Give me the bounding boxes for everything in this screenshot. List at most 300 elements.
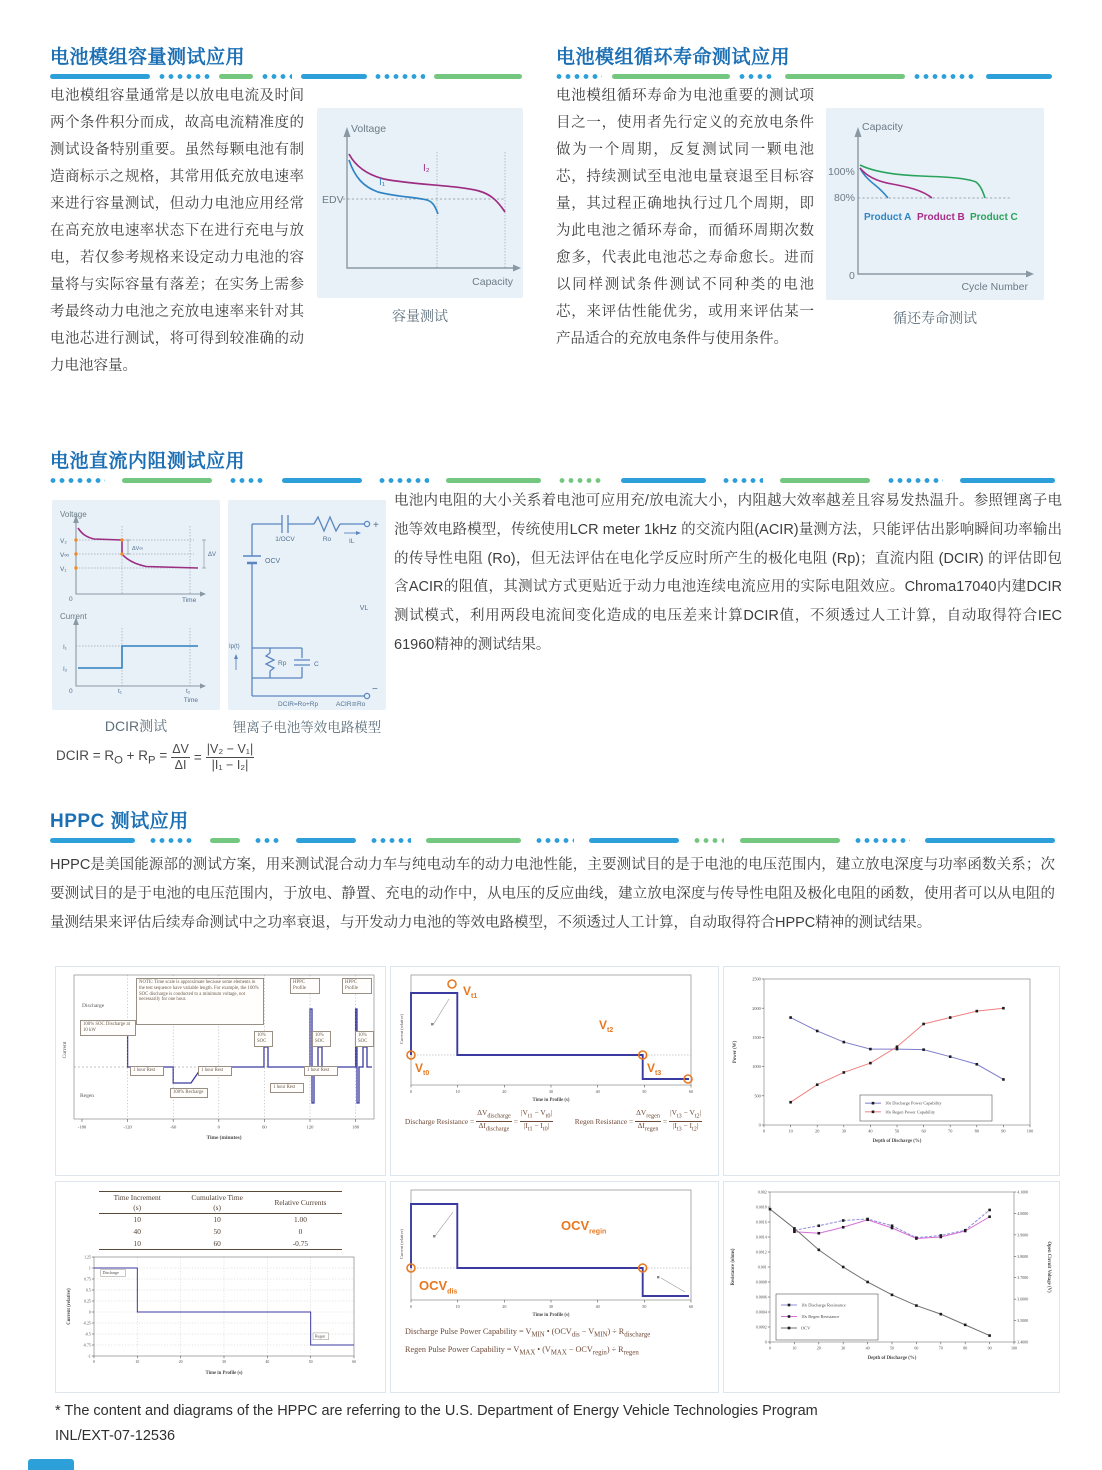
negative-terminal [364, 693, 369, 698]
y-axis-label: Current (relative) [399, 1014, 404, 1044]
series-capacitor [282, 515, 288, 533]
i1-label: I₁ [63, 644, 67, 651]
divider-segment [50, 478, 105, 483]
voltage-time-label: Time [182, 597, 197, 604]
discharge-resistance-formula: Discharge Resistance = $\Delta V_{discharge}$ $\Delta I_{discharge}$ = $\frac{|V_{t1} - V_{t0}|}{|I_{t1} - I_{t0}|}$ [404, 1108, 552, 1133]
formula-lhs: DCIR = $R_O + R_P$ = [56, 748, 168, 767]
v2-label: V₂ [60, 538, 67, 545]
current-axes [76, 624, 200, 686]
svg-text:20: 20 [502, 1304, 507, 1309]
y-arrow [855, 127, 862, 137]
equals: = [193, 750, 202, 765]
svg-text:3.7000: 3.7000 [1017, 1275, 1029, 1281]
svg-text:60: 60 [688, 1089, 694, 1094]
current-time-label: Time [183, 697, 198, 704]
section-divider [50, 74, 522, 79]
cycle-section-title: 电池模组循环寿命测试应用 [556, 47, 791, 68]
svg-text:1500: 1500 [752, 1035, 761, 1041]
svg-text:3.8000: 3.8000 [1017, 1253, 1029, 1259]
divider-segment [375, 74, 425, 79]
svg-text:0: 0 [769, 1345, 771, 1351]
dcir-formula [56, 742, 258, 773]
hppc-resistance-chart-box [723, 1181, 1060, 1393]
svg-text:4.0000: 4.0000 [1017, 1210, 1029, 1216]
time-dashed-upper [122, 526, 190, 594]
svg-text:100: 100 [1026, 1128, 1034, 1134]
divider-segment [556, 74, 602, 79]
svg-text:60: 60 [921, 1128, 926, 1134]
note-box: NOTE: Time scale is approximate because some elements in the test sequence have variable length. For example, the 100% SOC discharge is conducted to a minimum voltage, not necessarily for one hour. [136, 978, 264, 1025]
section-divider [50, 838, 1055, 843]
annotation-marker [433, 1235, 435, 1237]
step-top-dot [120, 538, 123, 541]
svg-text:Open Circuit Voltage (V): Open Circuit Voltage (V) [1046, 1241, 1051, 1293]
footnote-line1: * The content and diagrams of the HPPC are referring to the U.S. Department of Energy Vehicle Technologies Program [55, 1403, 818, 1419]
divider-segment [210, 838, 240, 843]
soc10-box: 10% SOC [254, 1031, 273, 1047]
svg-text:70: 70 [938, 1345, 943, 1351]
svg-text:0: 0 [758, 1122, 761, 1128]
v1-label: V₁ [60, 566, 67, 573]
svg-text:50: 50 [642, 1089, 647, 1094]
hppc-ocv-pulse-chart [391, 1182, 718, 1320]
regen-region-label: Regen [80, 1093, 95, 1099]
y-axis-label: Capacity [862, 121, 903, 133]
y-axis-label: Voltage [351, 123, 387, 135]
cycle-chart-panel [826, 108, 1044, 300]
power-vs-dod-chart [724, 967, 1059, 1173]
pct80-label: 80% [834, 192, 856, 204]
svg-text:0: 0 [762, 1128, 766, 1134]
hppc-body-text: HPPC是美国能源部的测试方案，用来测试混合动力车与纯电动车的动力电池性能，主要测试目的是于电池的电压范围内，建立放电深度与功率函数关系；次要测试目的是于电池的电压范围内，于放电、静置、充电的动作中，从电压的反应曲线，建立放电深度与传导性电阻及极化电阻的函数，使用者可以从电阻的量测结果来评估后续寿命测试中之功率衰退，与开发动力电池的等效电路模型，不须透过人工计算，自动取得符合HPPC精神的测试结果。 [50, 857, 1055, 931]
svg-text:30: 30 [222, 1360, 226, 1365]
svg-text:-60: -60 [170, 1124, 177, 1130]
svg-text:40: 40 [265, 1360, 270, 1365]
relative-current-profile-chart [56, 1252, 385, 1386]
svg-text:0.0018: 0.0018 [755, 1204, 767, 1210]
current-axis-label: Current [62, 1041, 68, 1059]
svg-text:30: 30 [841, 1345, 846, 1351]
svg-text:40: 40 [868, 1128, 873, 1134]
svg-text:10s Discharge Power Capability: 10s Discharge Power Capability [885, 1100, 942, 1106]
divider-segment [50, 74, 150, 79]
dv-inf-label: ΔV∞ [132, 546, 144, 552]
divider-segment [723, 478, 763, 483]
divider-segment [426, 838, 521, 843]
edv-label: EDV [322, 194, 344, 206]
table-row: 40 50 0 [133, 1226, 303, 1236]
vt2-label: $V_{t2}$ [599, 1018, 614, 1034]
svg-text:Depth of Discharge (%): Depth of Discharge (%) [872, 1139, 922, 1144]
svg-text:20: 20 [502, 1089, 507, 1094]
svg-text:40: 40 [595, 1089, 600, 1094]
discharge-pulse-power-formula: Discharge Pulse Power Capability = $V_{MIN}$ • $(OCV_{dis} - V_{MIN}) \div R_{discharge}$ [405, 1327, 651, 1339]
divider-segment [986, 74, 1052, 79]
current-x-arrow [200, 683, 206, 688]
divider-segment [371, 838, 411, 843]
v2-dot [74, 538, 77, 541]
svg-text:0: 0 [88, 1310, 91, 1315]
ipt-label: Ip(t) [229, 644, 240, 650]
svg-text:0.0006: 0.0006 [755, 1294, 767, 1300]
capacity-chart-caption: 容量测试 [392, 308, 448, 324]
capacity-test-chart [317, 108, 523, 298]
divider-segment [219, 74, 253, 79]
svg-text:-0.75: -0.75 [82, 1343, 91, 1348]
annotation-marker [657, 1276, 659, 1278]
divider-segment [379, 478, 429, 483]
cycle-body-text: 电池模组循环寿命为电池重要的测试项目之一，使用者先行定义的充放电条件做为一个周期，反复测试同一颗电池芯，持续测试至电池电量衰退至目标容量，其过程正确地执行过几个周期，即为此电池之循环寿命，而循环周期次数愈多，代表此电池芯之寿命愈长。进而以同样测试条件测试不同种类的电池芯，来评估性能优劣，或用来评估某一产品适合的充放电条件与使用条件。 [556, 88, 814, 347]
recharge-box: 100% Recharge [170, 1088, 208, 1098]
svg-text:30: 30 [841, 1128, 846, 1134]
svg-text:3.6000: 3.6000 [1017, 1296, 1029, 1302]
svg-text:0.0004: 0.0004 [755, 1309, 767, 1315]
soc10-box: 10% SOC [312, 1031, 331, 1047]
pulse-power-formulas [391, 1320, 718, 1361]
svg-text:0.001: 0.001 [757, 1264, 767, 1270]
i1-label: I₁ [379, 177, 386, 188]
svg-text:60: 60 [262, 1124, 267, 1130]
hppc-sequence-chart [56, 967, 385, 1145]
soc-discharge-box: 100% SOC Discharge at 10 kW [80, 1020, 136, 1036]
origin-label: 0 [849, 270, 855, 282]
axes [858, 136, 1026, 274]
divider-segment [150, 838, 195, 843]
divider-segment [434, 74, 522, 79]
svg-text:Power (W): Power (W) [733, 1040, 738, 1064]
divider-segment [785, 74, 905, 79]
value-fraction: $\frac{\text{|V₂ − V₁|}}{\text{|I₁ − I₂|}}$ [206, 742, 254, 772]
x-arrow [1026, 271, 1034, 278]
svg-text:4.1000: 4.1000 [1017, 1189, 1029, 1195]
svg-text:0: 0 [409, 1304, 413, 1309]
rc-taps [252, 648, 302, 678]
divider-segment [612, 74, 730, 79]
positive-terminal [364, 521, 369, 526]
hppc-sequence-chart-box [55, 966, 386, 1176]
divider-segment [621, 478, 706, 483]
svg-text:3.9000: 3.9000 [1017, 1232, 1029, 1238]
svg-text:50: 50 [894, 1128, 900, 1134]
svg-text:-180: -180 [77, 1124, 87, 1130]
capacity-body-text: 电池模组容量通常是以放电电流及时间两个条件积分而成，故高电流精准度的测试设备特别重要。虽然每颗电池有制造商标示之规格，其常用低充放电速率来进行容量测试，但动力电池应用经常在高充放电速率状态下在进行充电与放电，若仅参考规格来设定动力电池的容量将与实际容量有落差；在实务上需参考最终动力电池之充放电速率来针对其电池芯进行测试，将可得到较准确的动力电池容量。 [50, 88, 304, 374]
hppc-section-title: HPPC 测试应用 [50, 811, 189, 832]
svg-text:90: 90 [1001, 1128, 1006, 1134]
svg-text:3.5000: 3.5000 [1017, 1318, 1029, 1324]
svg-text:Time in Profile (s): Time in Profile (s) [205, 1371, 243, 1377]
current-axis-label: Current [60, 612, 87, 621]
divider-segment [694, 838, 724, 843]
divider-segment [230, 478, 265, 483]
divider-segment [301, 74, 367, 79]
svg-text:50: 50 [642, 1304, 647, 1309]
svg-text:0: 0 [93, 1360, 95, 1365]
y-axis-label: Current (relative) [399, 1229, 404, 1259]
section-divider [50, 478, 1055, 483]
pct100-label: 100% [828, 166, 855, 178]
product-a-label: Product A [864, 212, 912, 223]
t1-label: t₁ [118, 688, 122, 695]
ocv-label: OCV [265, 558, 281, 565]
equivalent-circuit-diagram [228, 500, 386, 710]
rest-box: 1 hour Rest [198, 1066, 232, 1076]
svg-text:50: 50 [890, 1345, 894, 1351]
svg-text:40: 40 [595, 1304, 600, 1309]
annotation-line [433, 999, 449, 1025]
c-label: C [314, 661, 319, 668]
divider-segment [262, 74, 292, 79]
divider-segment [925, 838, 1055, 843]
svg-text:Regen: Regen [315, 1333, 326, 1339]
svg-text:10: 10 [135, 1360, 140, 1365]
svg-text:Discharge: Discharge [102, 1270, 119, 1276]
cap-label: 1/OCV [275, 536, 295, 543]
svg-text:1000: 1000 [752, 1064, 761, 1070]
rest-box: 1 hour Rest [130, 1066, 164, 1076]
svg-text:0.5: 0.5 [86, 1288, 91, 1293]
curve-product-b [860, 168, 932, 198]
svg-text:-120: -120 [123, 1124, 132, 1130]
capacitor-c [294, 648, 310, 678]
svg-text:20: 20 [815, 1128, 820, 1134]
table-header-row [99, 1192, 342, 1214]
dcir-chart-caption: DCIR测试 [104, 718, 168, 734]
vt3-label: $V_{t3}$ [647, 1061, 662, 1077]
divider-segment [122, 478, 212, 483]
annotation-line [435, 1212, 453, 1236]
resistor-rp [266, 653, 274, 671]
dcir-equation: DCIR=Ro+Rp [278, 701, 319, 708]
hppc-pulse-chart [391, 967, 718, 1105]
svg-text:-0.25: -0.25 [82, 1321, 91, 1326]
regen-resistance-formula: Regen Resistance = $\Delta V_{regen}$ $\Delta I_{regen}$ = $\frac{|V_{t3} - V_{t2}|}{|I_{t3} - I_{t2}|}$ [574, 1108, 702, 1133]
annotation-marker [431, 1023, 433, 1025]
svg-text:500: 500 [754, 1093, 761, 1099]
table-row: 10 60 -0.75 [133, 1238, 309, 1248]
il-label: IL [349, 538, 355, 545]
circuit-caption: 锂离子电池等效电路模型 [232, 720, 382, 735]
svg-text:30: 30 [548, 1304, 554, 1309]
il-arrowhead [356, 531, 361, 535]
svg-text:20: 20 [178, 1360, 183, 1365]
svg-text:0.0016: 0.0016 [755, 1219, 767, 1225]
i2-label: I₂ [63, 666, 68, 673]
svg-text:50: 50 [308, 1360, 313, 1365]
svg-text:Current (relative): Current (relative) [67, 1288, 72, 1325]
annotation-line [661, 1278, 685, 1292]
svg-text:2500: 2500 [752, 976, 761, 982]
svg-text:3.4000: 3.4000 [1017, 1339, 1029, 1345]
hppc-power-chart-box [723, 966, 1060, 1176]
discharge-region-label: Discharge [82, 1003, 105, 1009]
svg-text:10s Discharge Resistance: 10s Discharge Resistance [801, 1302, 846, 1308]
divider-segment [740, 838, 840, 843]
resistance-formulas [391, 1105, 718, 1133]
svg-text:0.0002: 0.0002 [755, 1324, 767, 1330]
svg-text:0.0008: 0.0008 [755, 1279, 767, 1285]
divider-segment [536, 838, 574, 843]
acir-equation: ACIR≅Ro [336, 701, 366, 708]
current-step [78, 646, 198, 668]
capacity-section-title: 电池模组容量测试应用 [50, 47, 246, 68]
page-number-tab [28, 1459, 74, 1470]
regen-pulse-power-formula: Regen Pulse Power Capability = $V_{MAX}$ • $(V_{MAX} - OCV_{regin}) \div R_{regen}$ [405, 1345, 639, 1357]
svg-text:OCV: OCV [801, 1325, 811, 1331]
svg-text:0.0014: 0.0014 [755, 1234, 767, 1240]
ro-label: Ro [322, 536, 332, 543]
hppc-table-chart-box [55, 1181, 386, 1393]
divider-segment [446, 478, 541, 483]
divider-segment [914, 74, 976, 79]
x-axis-label: Time in Profile (s) [532, 1098, 570, 1103]
svg-text:10: 10 [788, 1128, 793, 1134]
x-axis-label: Time in Profile (s) [532, 1313, 570, 1318]
divider-segment [855, 838, 910, 843]
product-b-label: Product B [917, 212, 965, 223]
svg-text:120: 120 [306, 1124, 314, 1130]
sequence-current-line [82, 1009, 372, 1103]
circuit-model-panel [228, 500, 386, 710]
vinf-label: V∞ [60, 552, 69, 559]
svg-text:10: 10 [455, 1089, 460, 1094]
svg-text:10s Regen Power Capability: 10s Regen Power Capability [885, 1109, 936, 1115]
voltage-axes [76, 522, 200, 594]
svg-text:10: 10 [792, 1345, 797, 1351]
minus-label: − [372, 684, 378, 695]
svg-text:90: 90 [987, 1345, 992, 1351]
footnote [55, 1399, 1035, 1449]
capacity-chart-panel [317, 108, 523, 298]
ocv-dis-label: $OCV_{dis}$ [419, 1278, 458, 1296]
svg-text:30: 30 [548, 1089, 554, 1094]
x-axis-label: Cycle Number [961, 281, 1028, 293]
t2-label: t₂ [186, 688, 191, 695]
svg-text:60: 60 [352, 1360, 356, 1365]
dcir-test-chart [52, 500, 220, 710]
vl-label: VL [359, 605, 369, 612]
svg-text:10: 10 [455, 1304, 460, 1309]
divider-segment [282, 478, 362, 483]
rest-box: 1 hour Rest [270, 1083, 304, 1093]
svg-text:2000: 2000 [752, 1005, 761, 1011]
resistance-ocv-vs-dod-chart [724, 1182, 1059, 1390]
voltage-axis-label: Voltage [60, 510, 87, 519]
dcir-body-text: 电池内电阻的大小关系着电池可应用充/放电流大小，内阻越大效率越差且容易发热温升。参照锂离子电池等效电路模型，传统使用LCR meter 1kHz 的交流内阻(ACIR)量测方法，只能评估出影响瞬间功率输出的传导性电阻 (Ro)，但无法评估在电化学反应时所产生的极化电阻 (Rp)；直流内阻 (DCIR) 的评估即包含ACIR的阻值，其测试方式更贴近于动力电池连续电流应用的实际电阻效应。Chroma17040内建DCIR测试模式，利用两段电流间变化造成的电压差来计算DCIR值，不须透过人工计算，自动取得符合IEC 61960精神的测试结果。 [394, 493, 1062, 653]
hppc-pulse-chart-box [390, 966, 719, 1176]
svg-text:10s Regen Resistance: 10s Regen Resistance [801, 1314, 840, 1319]
section-divider [556, 74, 1052, 79]
plus-label: + [373, 520, 379, 531]
dv-label: ΔV [208, 552, 217, 558]
i2-label: I₂ [423, 163, 430, 174]
svg-text:70: 70 [948, 1128, 953, 1134]
v1-dot [74, 566, 77, 569]
hppc-profile-table [99, 1191, 342, 1250]
dv-inf-bracket [126, 540, 130, 554]
product-c-label: Product C [970, 212, 1018, 223]
svg-text:80: 80 [963, 1345, 968, 1351]
divider-segment [255, 838, 280, 843]
time-dashed-lower [122, 628, 190, 686]
voltage-origin: 0 [69, 596, 73, 603]
cycle-chart-caption: 循还寿命测试 [893, 310, 977, 326]
divider-segment [559, 478, 604, 483]
hppc-ocv-chart-box [390, 1181, 719, 1393]
svg-text:1.25: 1.25 [84, 1255, 91, 1260]
soc10-box: 10% SOC [355, 1031, 374, 1047]
divider-segment [888, 478, 943, 483]
plot-frame [74, 975, 374, 1119]
svg-text:Depth of Discharge (%): Depth of Discharge (%) [867, 1356, 917, 1361]
divider-segment [960, 478, 1055, 483]
rp-label: Rp [278, 660, 287, 667]
svg-text:-0.5: -0.5 [84, 1332, 91, 1337]
svg-text:1: 1 [88, 1266, 91, 1271]
hppc-profile-box: HPPC Profile [342, 978, 372, 994]
resistor-ro [314, 517, 340, 531]
dv-bracket [202, 540, 206, 568]
svg-text:20: 20 [816, 1345, 821, 1351]
svg-text:60: 60 [914, 1345, 919, 1351]
cycle-life-chart [826, 108, 1044, 300]
col-cumulative-time: Cumulative Time (s) [191, 1193, 243, 1212]
current-origin: 0 [69, 688, 73, 695]
dcir-section-title: 电池直流内阻测试应用 [50, 451, 246, 472]
svg-text:60: 60 [688, 1304, 694, 1309]
ocv-regin-label: $OCV_{regin}$ [561, 1218, 607, 1236]
ip-arrowhead [234, 654, 238, 659]
plot-frame [411, 1190, 691, 1300]
delta-fraction: $\frac{\Delta V}{\Delta I}$ [172, 742, 189, 772]
svg-text:40: 40 [865, 1345, 870, 1351]
vt0-label: $V_{t0}$ [415, 1061, 430, 1077]
svg-text:180: 180 [352, 1124, 360, 1130]
hppc-profile-box: HPPC Profile [290, 978, 320, 994]
x-axis-label: Capacity [472, 276, 513, 288]
footnote-line2: INL/EXT-07-12536 [55, 1428, 176, 1444]
svg-text:0.002: 0.002 [757, 1189, 767, 1195]
svg-text:0.25: 0.25 [84, 1299, 91, 1304]
svg-text:Resistance (ohms): Resistance (ohms) [731, 1248, 736, 1286]
svg-text:0.75: 0.75 [84, 1277, 91, 1282]
voltage-x-arrow [200, 591, 206, 596]
svg-text:0: 0 [409, 1089, 413, 1094]
rest-box: 1 hour Rest [304, 1066, 338, 1076]
divider-segment [780, 478, 870, 483]
divider-segment [739, 74, 775, 79]
svg-text:100: 100 [1011, 1345, 1017, 1351]
x-arrow [513, 265, 521, 272]
x-axis-label: Time (minutes) [206, 1135, 242, 1141]
table-row: 10 10 1.00 [133, 1215, 307, 1225]
divider-segment [50, 838, 135, 843]
svg-text:80: 80 [974, 1128, 979, 1134]
step-mid-dot [120, 552, 123, 555]
vinf-dot [74, 552, 77, 555]
divider-segment [159, 74, 211, 79]
vt1-label: $V_{t1}$ [463, 984, 478, 1000]
vt1-circle [448, 980, 456, 988]
svg-text:-1: -1 [87, 1354, 91, 1359]
dcir-test-chart-panel [52, 500, 220, 710]
svg-text:0: 0 [764, 1339, 767, 1345]
svg-text:0: 0 [217, 1124, 220, 1130]
pulse-current-line [411, 1204, 689, 1296]
svg-text:0.0012: 0.0012 [755, 1249, 767, 1255]
divider-segment [296, 838, 356, 843]
y-arrow [344, 127, 351, 137]
divider-segment [589, 838, 679, 843]
